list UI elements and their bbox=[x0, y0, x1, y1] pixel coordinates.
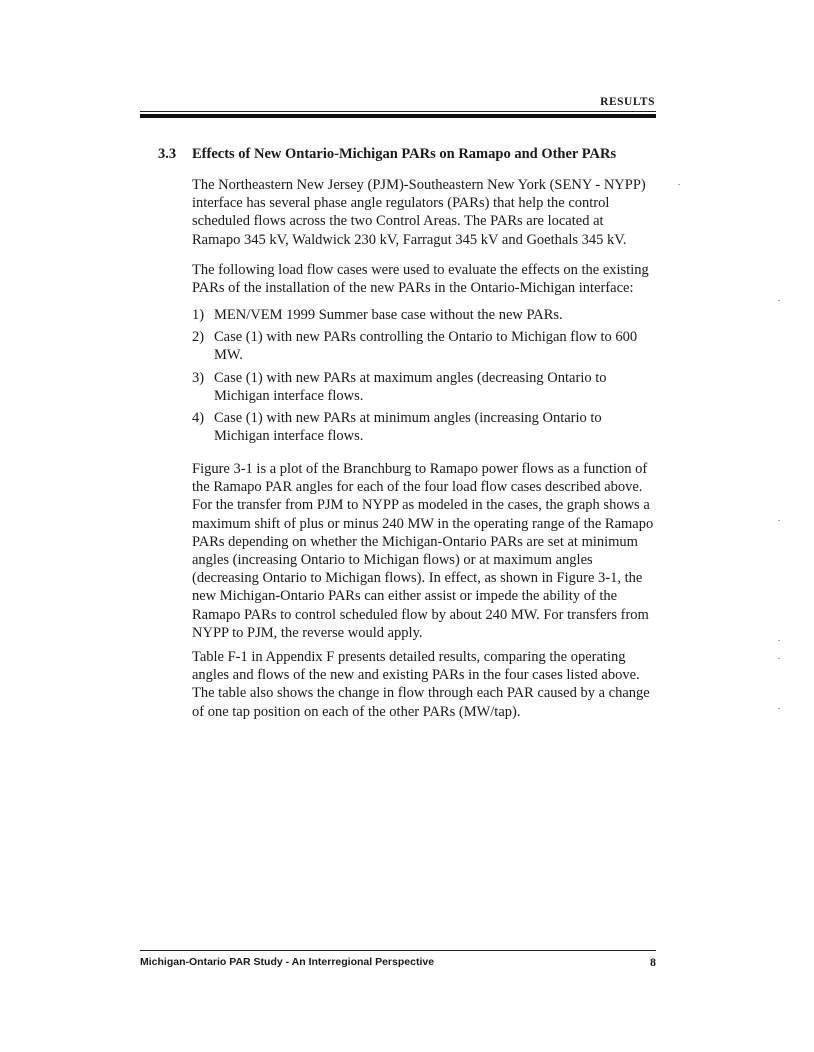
list-marker: 3) bbox=[192, 369, 205, 386]
header-rule-thick bbox=[140, 114, 656, 118]
list-item-text: MEN/VEM 1999 Summer base case without the new PARs. bbox=[214, 307, 563, 323]
list-marker: 1) bbox=[192, 307, 205, 323]
paragraph-interface-pars: The Northeastern New Jersey (PJM)-Southeastern New York (SENY - NYPP) interface has several phase angle regulators (PARs) that help the control scheduled flows across the two Control Areas. The PARs are located at Ramapo 345 kV, Waldwick 230 kV, Farragut 345 kV and Goethals 345 kV. bbox=[192, 177, 646, 248]
running-header: RESULTS bbox=[600, 96, 655, 108]
paragraph-table-reference: Table F-1 in Appendix F presents detailed results, comparing the operating angles and flows of the new and existing PARs in the four cases listed above. The table also shows the change in flow through each PAR caused by a change of one tap position on each of the other PARs (MW/tap). bbox=[192, 649, 650, 720]
scan-speck bbox=[778, 708, 780, 709]
list-item-text: Case (1) with new PARs at maximum angles (decreasing Ontario to Michigan interface flows. bbox=[214, 369, 607, 404]
list-marker: 2) bbox=[192, 329, 205, 346]
section-title: Effects of New Ontario-Michigan PARs on Ramapo and Other PARs bbox=[192, 146, 617, 162]
scan-speck bbox=[778, 658, 780, 659]
scan-speck bbox=[678, 184, 680, 185]
list-item bbox=[192, 306, 654, 324]
list-marker: 4) bbox=[192, 410, 205, 427]
footer-rule bbox=[140, 950, 656, 951]
section-number: 3.3 bbox=[158, 146, 177, 162]
list-item bbox=[192, 369, 654, 405]
footer-title: Michigan-Ontario PAR Study - An Interregional Perspective bbox=[140, 956, 435, 968]
paragraph-load-flow-intro: The following load flow cases were used to evaluate the effects on the existing PARs of the installation of the new PARs in the Ontario-Michigan interface: bbox=[192, 262, 649, 297]
scan-speck bbox=[778, 640, 780, 641]
load-flow-case-list bbox=[192, 306, 654, 449]
scan-speck bbox=[778, 300, 780, 301]
section-heading bbox=[158, 146, 658, 163]
paragraph-figure-discussion: Figure 3-1 is a plot of the Branchburg to Ramapo power flows as a function of the Ramapo PAR angles for each of the four load flow cases described above. For the transfer from PJM to NYPP as modeled in the cases, the graph shows a maximum shift of plus or minus 240 MW in the operating range of the Ramapo PARs depending on whether the Michigan-Ontario PARs are set at minimum angles (increasing Ontario to Michigan flows) or at maximum angles (decreasing Ontario to Michigan flows). In effect, as shown in Figure 3-1, the new Michigan-Ontario PARs can either assist or impede the ability of the Ramapo PARs to control scheduled flow by about 240 MW. For transfers from NYPP to PJM, the reverse would apply. bbox=[192, 461, 654, 641]
scan-speck bbox=[778, 520, 780, 521]
list-item bbox=[192, 409, 654, 445]
list-item-text: Case (1) with new PARs at minimum angles (increasing Ontario to Michigan interface flows. bbox=[214, 410, 602, 445]
page-number: 8 bbox=[650, 955, 656, 969]
list-item bbox=[192, 328, 654, 364]
header-rule-thin bbox=[140, 111, 656, 112]
list-item-text: Case (1) with new PARs controlling the Ontario to Michigan flow to 600 MW. bbox=[214, 329, 638, 364]
